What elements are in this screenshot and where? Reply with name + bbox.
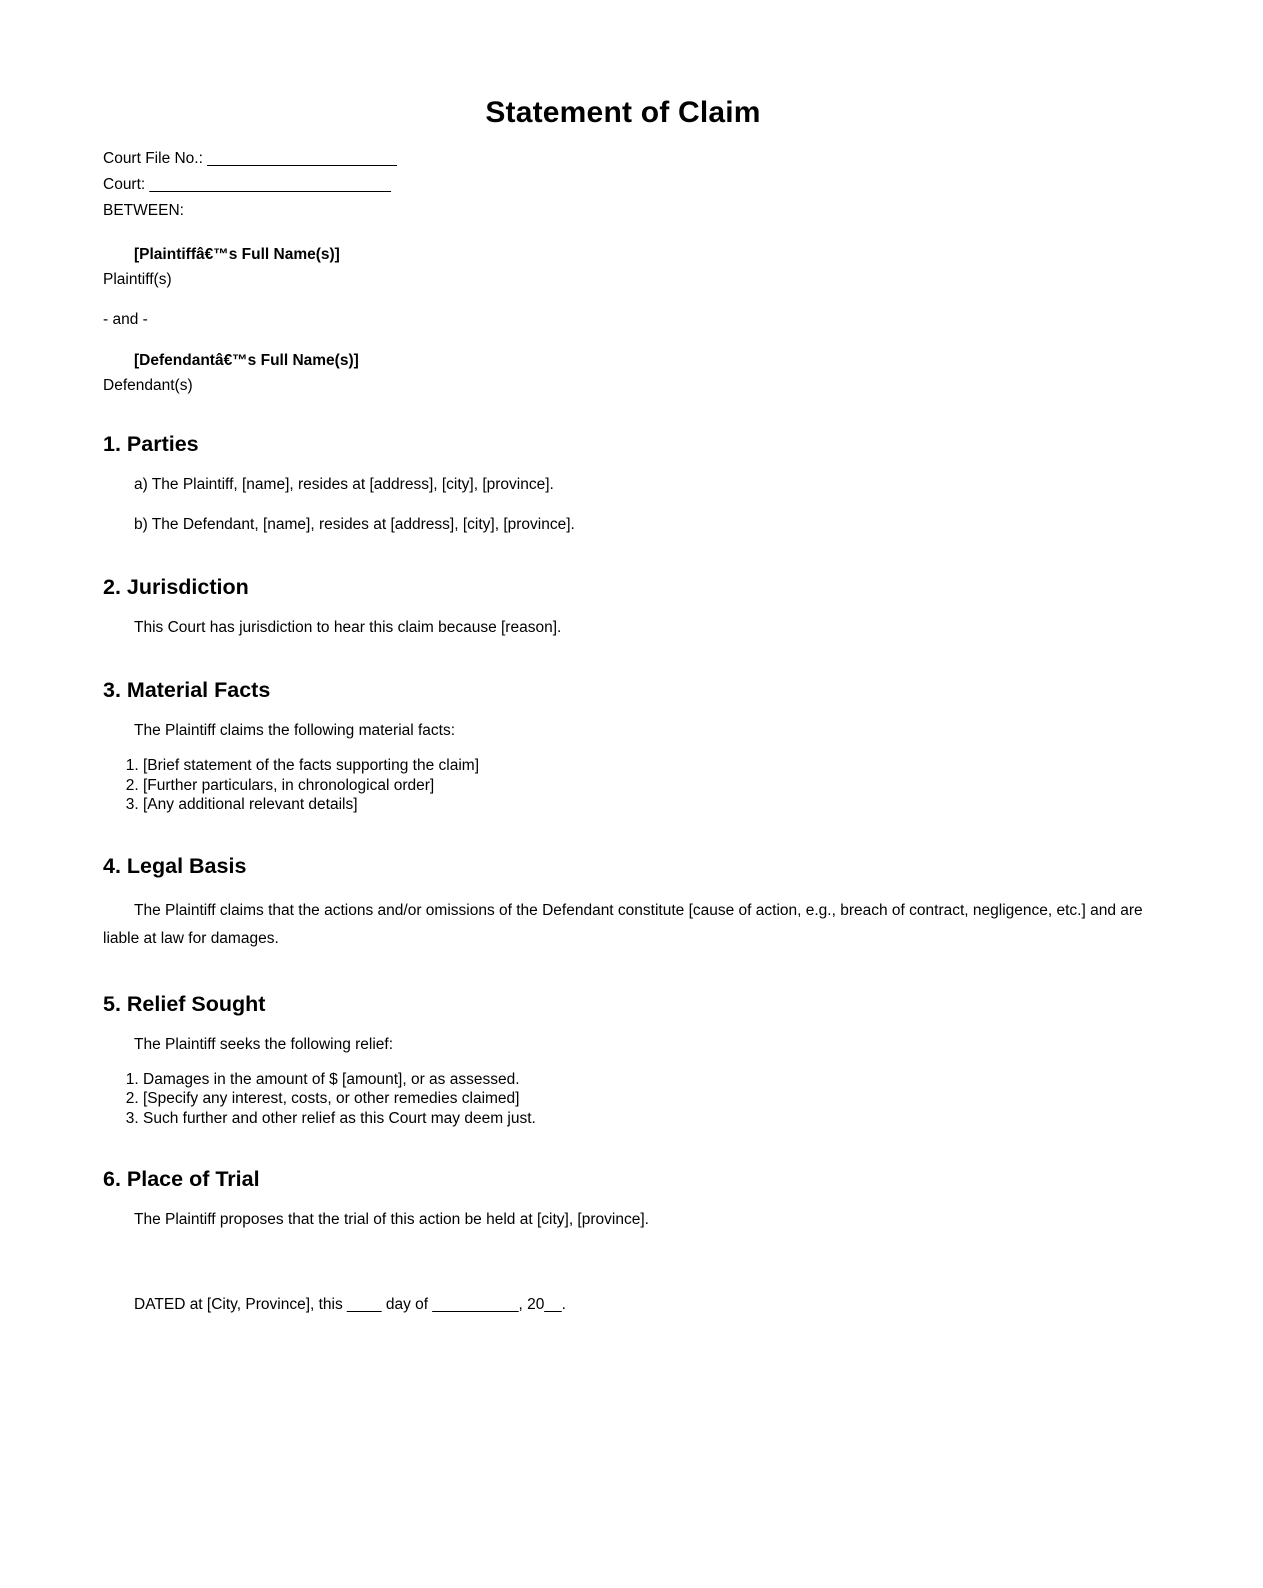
between-label: BETWEEN:: [103, 202, 184, 219]
parties-paragraph-b: b) The Defendant, [name], resides at [address], [city], [province].: [134, 516, 575, 533]
jurisdiction-paragraph: This Court has jurisdiction to hear this claim because [reason].: [134, 619, 562, 636]
court-file-number-field[interactable]: Court File No.: ______________________: [103, 150, 397, 167]
section-heading-relief-sought: 5. Relief Sought: [103, 991, 266, 1016]
list-item: 2. [Specify any interest, costs, or other remedies claimed]: [143, 1089, 1148, 1109]
dated-line[interactable]: DATED at [City, Province], this ____ day of __________, 20__.: [134, 1296, 566, 1313]
plaintiff-role-label: Plaintiff(s): [103, 271, 172, 288]
relief-sought-intro: The Plaintiff seeks the following relief:: [134, 1035, 394, 1053]
plaintiff-name-placeholder: [Plaintiffâ€™s Full Name(s)]: [134, 246, 340, 263]
legal-basis-paragraph: The Plaintiff claims that the actions and/or omissions of the Defendant constitute [cause of action, e.g., breach of contract, negligence, etc.] and are liable at law for damages.: [103, 901, 1143, 947]
section-heading-parties: 1. Parties: [103, 432, 199, 456]
place-of-trial-paragraph: The Plaintiff proposes that the trial of this action be held at [city], [province].: [134, 1211, 649, 1228]
court-name-field[interactable]: Court: ____________________________: [103, 176, 391, 193]
document-body: [103, 146, 1148, 1316]
parties-paragraph-a: a) The Plaintiff, [name], resides at [address], [city], [province].: [134, 476, 554, 493]
section-legal-basis: [103, 854, 1148, 953]
section-parties: [103, 432, 1148, 536]
material-facts-intro: The Plaintiff claims the following material facts:: [134, 722, 456, 739]
section-heading-place-of-trial: 6. Place of Trial: [103, 1167, 260, 1191]
section-relief-sought: [103, 992, 1148, 1129]
relief-sought-list: [103, 1070, 1148, 1129]
section-heading-jurisdiction: 2. Jurisdiction: [103, 575, 249, 599]
and-separator: - and -: [103, 311, 148, 328]
list-item: 3. [Any additional relevant details]: [143, 795, 1148, 815]
defendant-name-placeholder: [Defendantâ€™s Full Name(s)]: [134, 352, 359, 369]
section-heading-legal-basis: 4. Legal Basis: [103, 853, 247, 878]
list-item: 1. Damages in the amount of $ [amount], or as assessed.: [143, 1070, 1148, 1090]
section-material-facts: [103, 678, 1148, 815]
defendant-role-label: Defendant(s): [103, 377, 193, 394]
list-item: 3. Such further and other relief as this Court may deem just.: [143, 1109, 1148, 1129]
list-item: 1. [Brief statement of the facts supporting the claim]: [143, 756, 1148, 776]
section-place-of-trial: [103, 1167, 1148, 1231]
section-heading-material-facts: 3. Material Facts: [103, 678, 271, 702]
page-title: Statement of Claim: [485, 96, 761, 129]
material-facts-list: [103, 756, 1148, 815]
list-item: 2. [Further particulars, in chronological order]: [143, 776, 1148, 796]
section-jurisdiction: [103, 575, 1148, 639]
